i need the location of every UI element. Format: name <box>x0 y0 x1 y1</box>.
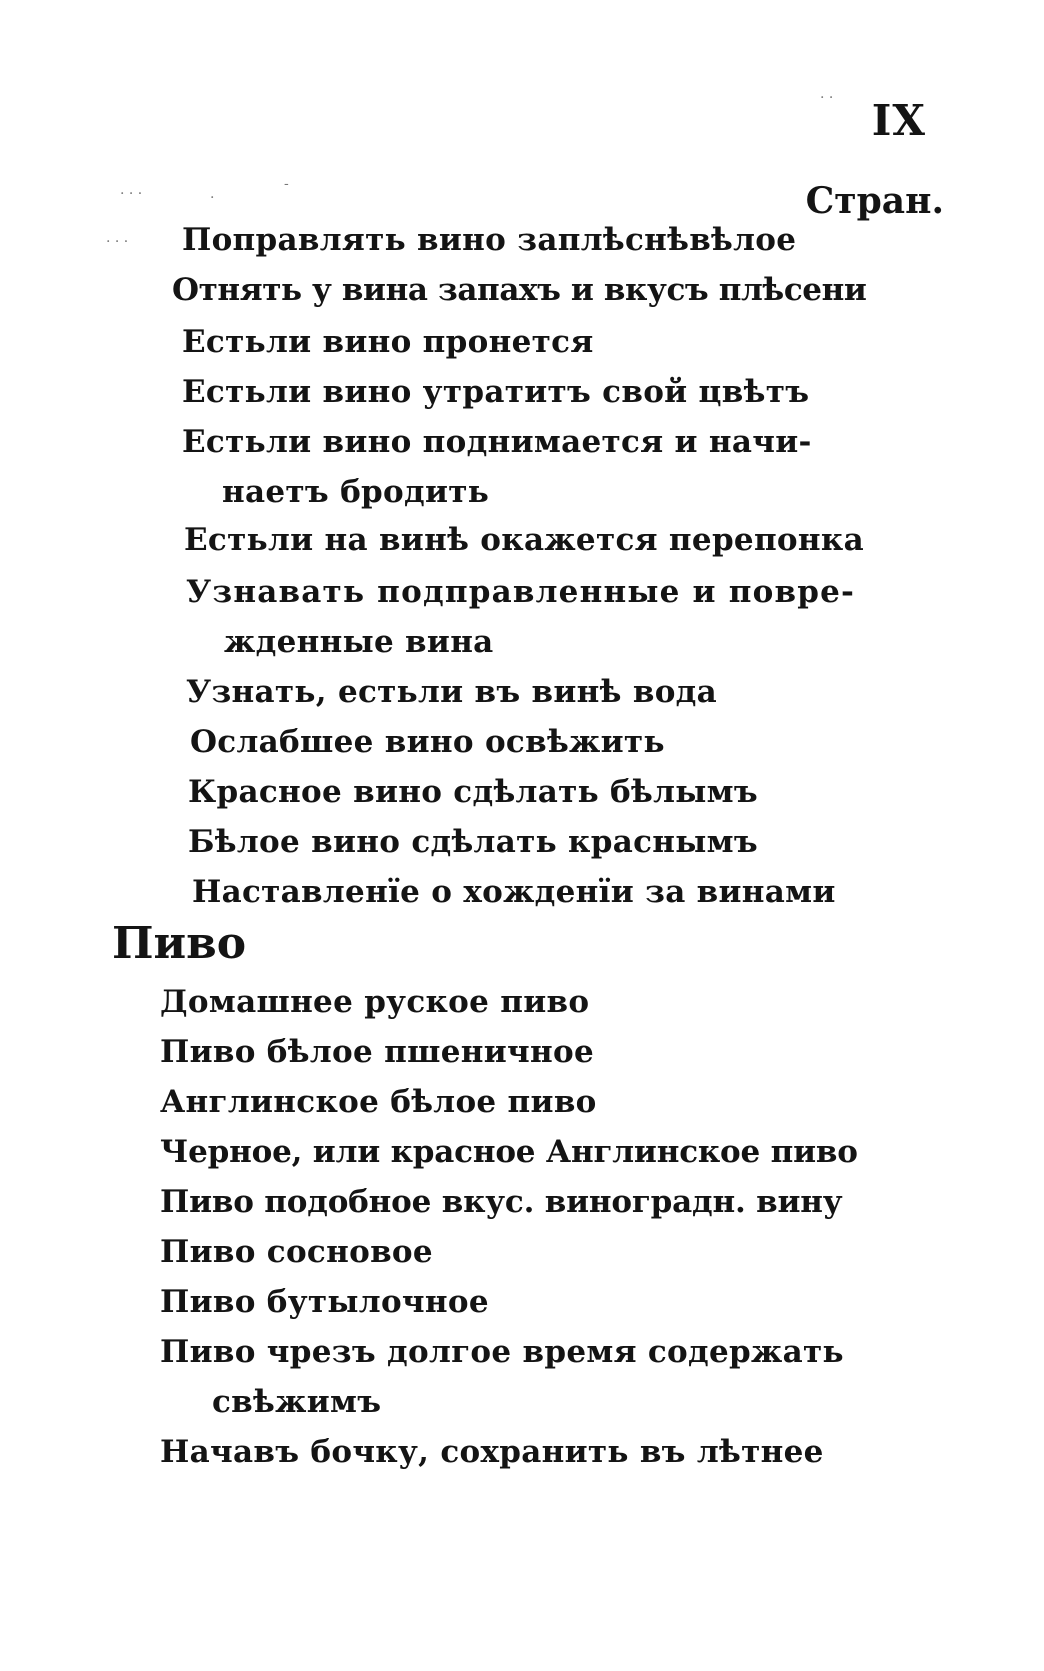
section-title: Пиво <box>112 918 247 969</box>
entry-title: Поправлять вино заплѣснѣвѣлое <box>182 222 797 258</box>
entry-title: Англинское бѣлое пиво <box>160 1084 597 1120</box>
entry-title: Узнавать подправленные и повре- <box>186 574 856 610</box>
page-number: IX <box>871 96 926 145</box>
entry-title: Бѣлое вино сдѣлать краснымъ <box>188 824 758 860</box>
entry-title: жденные вина <box>224 624 494 660</box>
entry-title: Естьли вино поднимается и начи- <box>182 424 812 460</box>
entry-title: наетъ бродить <box>222 474 490 510</box>
entry-title: Пиво бѣлое пшеничное <box>160 1034 594 1070</box>
entry-title: Ослабшее вино освѣжить <box>190 724 665 760</box>
entry-title: Красное вино сдѣлать бѣлымъ <box>188 774 758 810</box>
entry-title: свѣжимъ <box>212 1384 382 1420</box>
entry-title: Черное, или красное Англинское пиво <box>160 1134 858 1170</box>
entry-title: Отнять у вина запахъ и вкусъ плѣсени <box>172 272 867 308</box>
entry-title: Пиво чрезъ долгое время содержать <box>160 1334 844 1370</box>
entry-title: Естьли вино пронется <box>182 324 594 360</box>
entry-title: Пиво сосновое <box>160 1234 433 1270</box>
column-header-pages: Стран. <box>805 180 944 222</box>
entry-title: Пиво бутылочное <box>160 1284 489 1320</box>
entry-title: Естьли вино утратитъ свой цвѣтъ <box>182 374 810 410</box>
entry-title: Пиво подобное вкус. виноградн. вину <box>160 1184 843 1220</box>
entry-title: Начавъ бочку, сохранить въ лѣтнее <box>160 1434 824 1470</box>
entry-title: Домашнее руское пиво <box>160 984 590 1020</box>
entry-title: Естьли на винѣ окажется перепонка <box>184 522 864 558</box>
entry-title: Наставленїе о хожденїи за винами <box>192 874 836 910</box>
entry-title: Узнать, естьли въ винѣ вода <box>186 674 718 710</box>
